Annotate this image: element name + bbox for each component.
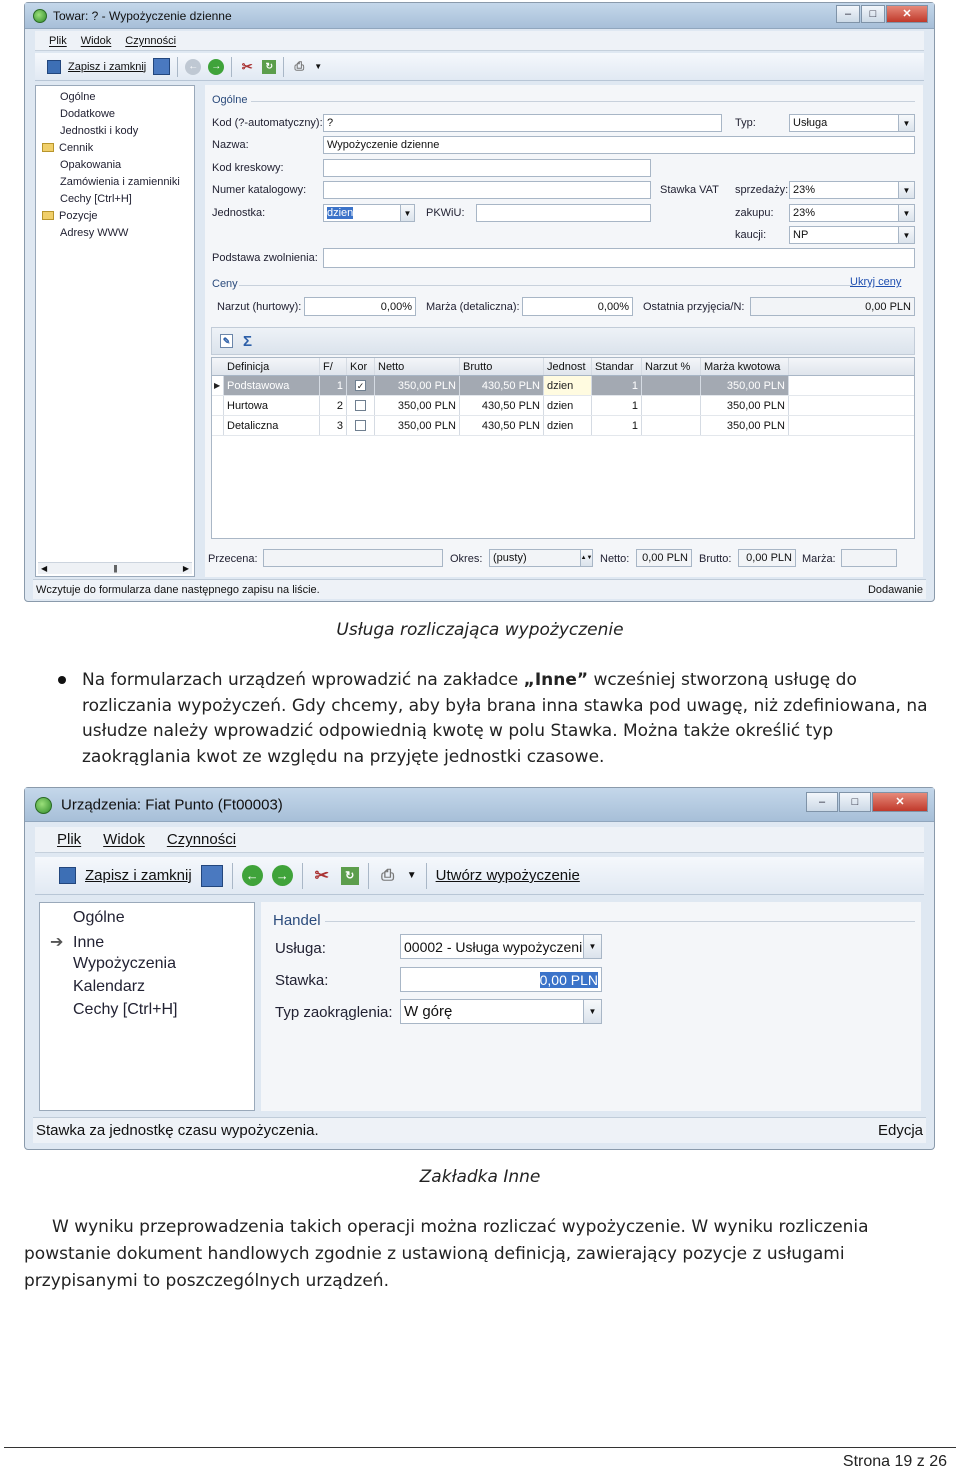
nav-item-kalendarz[interactable]: Kalendarz xyxy=(73,978,146,995)
jednostka-select[interactable]: dzien ▼ xyxy=(323,204,415,222)
caption-2: Zakładka Inne xyxy=(419,1167,541,1187)
stawka-vat-label: Stawka VAT xyxy=(660,184,719,196)
closing-paragraph: W wyniku przeprowadzenia takich operacji można rozliczać wypożyczenie. W wyniku rozliczenia powstanie dokument handlowych zgodnie z ustawioną definicją, zawierający pozycje z usługami przypisanymi to poszczególnych urządzeń. xyxy=(24,1217,869,1291)
bullet-icon xyxy=(58,676,66,684)
marza-label: Marża: xyxy=(802,553,836,565)
grid-header xyxy=(212,358,914,376)
ostatnia-input: 0,00 PLN xyxy=(750,297,915,316)
menu-widok[interactable]: Widok xyxy=(103,831,145,848)
menu-czynnosci[interactable]: Czynności xyxy=(125,34,177,47)
okres-input[interactable]: (pusty) ▲▼ xyxy=(489,549,593,567)
price-grid xyxy=(211,357,915,539)
kod-kreskowy-input[interactable] xyxy=(323,159,651,177)
save-disk-icon[interactable] xyxy=(201,865,223,887)
nav-item-inne[interactable]: ➔ Inne xyxy=(50,934,105,951)
usluga-select[interactable]: 00002 - Usługa wypożyczeni ▼ xyxy=(400,934,602,959)
minimize-icon[interactable]: – xyxy=(836,5,860,23)
kor-checkbox[interactable] xyxy=(347,416,375,435)
chevron-down-icon[interactable]: ▼ xyxy=(406,870,417,881)
grid-col-standard[interactable]: Standar xyxy=(592,358,642,375)
status-text: Wczytuje do formularza dane następnego zapisu na liście. xyxy=(36,583,320,596)
status-mode: Dodawanie xyxy=(867,583,923,596)
stawka-label: Stawka: xyxy=(275,972,329,989)
grid-col-jednostka[interactable]: Jednost xyxy=(544,358,592,375)
jednostka-label: Jednostka: xyxy=(212,207,266,219)
narzut-input[interactable]: 0,00% xyxy=(304,297,416,316)
product-window xyxy=(24,2,935,602)
zakupu-label: zakupu: xyxy=(735,207,774,219)
kod-label: Kod (?-automatyczny): xyxy=(212,117,323,129)
nav-item-cechy[interactable]: Cechy [Ctrl+H] xyxy=(60,193,132,205)
device-window xyxy=(24,787,935,1150)
ceny-divider xyxy=(239,285,853,286)
numer-katalogowy-label: Numer katalogowy: xyxy=(212,184,307,196)
save-icon[interactable] xyxy=(59,867,76,884)
stawka-input[interactable]: 0,00 PLN xyxy=(400,967,602,992)
menu-bar xyxy=(35,827,924,853)
kor-checkbox[interactable] xyxy=(347,396,375,415)
nav-item-opakowania[interactable]: Opakowania xyxy=(60,159,122,171)
save-close-button[interactable]: Zapisz i zamknij xyxy=(85,867,192,884)
print-icon[interactable]: ⎙ xyxy=(294,59,305,73)
brutto-label: Brutto: xyxy=(699,553,732,565)
grid-col-narzut[interactable]: Narzut % xyxy=(642,358,701,375)
tools-icon[interactable]: ✂ xyxy=(314,865,329,885)
sum-icon[interactable]: Σ xyxy=(243,332,253,350)
table-row[interactable]: Hurtowa 2 350,00 PLN 430,50 PLN dzien 1 350,00 PLN xyxy=(212,396,914,416)
window-title: Towar: ? - Wypożyczenie dzienne xyxy=(53,8,232,23)
save-icon[interactable] xyxy=(47,60,61,74)
section-divider xyxy=(251,101,915,102)
nav-item-adresy[interactable]: Adresy WWW xyxy=(60,227,129,239)
nav-item-dodatkowe[interactable]: Dodatkowe xyxy=(60,108,116,120)
chevron-down-icon[interactable]: ▼ xyxy=(898,115,914,131)
title-bar xyxy=(25,3,934,29)
chevron-down-icon[interactable]: ▼ xyxy=(898,182,914,198)
spinner-icon[interactable]: ▲▼ xyxy=(580,550,592,566)
caption-1: Usługa rozliczająca wypożyczenie xyxy=(336,620,624,640)
zakupu-select[interactable]: 23% ▼ xyxy=(789,204,915,222)
row-pointer-icon: ▶ xyxy=(212,376,224,395)
nav-item-ogolne[interactable]: Ogólne xyxy=(73,909,125,926)
narzut-label: Narzut (hurtowy): xyxy=(217,301,302,313)
kod-kreskowy-label: Kod kreskowy: xyxy=(212,162,284,174)
scroll-grip-icon[interactable]: ||| xyxy=(113,564,117,573)
nav-item-zamowienia[interactable]: Zamówienia i zamienniki xyxy=(60,176,180,188)
folder-icon xyxy=(42,143,54,152)
sprzedazy-label: sprzedaży: xyxy=(735,184,789,196)
pkwiu-input[interactable] xyxy=(476,204,651,222)
create-rental-button[interactable]: Utwórz wypożyczenie xyxy=(435,867,580,884)
menu-bar xyxy=(35,31,924,51)
marza-input xyxy=(841,549,897,567)
marza-det-label: Marża (detaliczna): xyxy=(426,301,520,313)
kor-checkbox[interactable]: ✓ xyxy=(347,376,375,395)
app-icon xyxy=(33,9,47,23)
netto-value: 0,00 PLN xyxy=(636,549,692,567)
netto-label: Netto: xyxy=(600,553,630,565)
podstawa-label: Podstawa zwolnienia: xyxy=(212,252,318,264)
toolbar xyxy=(35,857,924,895)
app-icon xyxy=(35,797,52,814)
section-general: Ogólne xyxy=(212,94,248,106)
footer-rule xyxy=(4,1447,956,1448)
chevron-down-icon[interactable]: ▼ xyxy=(583,1000,601,1023)
nav-item-wypozyczenia[interactable]: Wypożyczenia xyxy=(73,955,177,972)
nazwa-label: Nazwa: xyxy=(212,139,249,151)
back-arrow-icon[interactable]: ← xyxy=(242,865,263,886)
typ-zaokraglenia-label: Typ zaokrąglenia: xyxy=(275,1004,393,1021)
grid-col-kor[interactable]: Kor xyxy=(347,358,375,375)
table-row[interactable]: Detaliczna 3 350,00 PLN 430,50 PLN dzien 1 350,00 PLN xyxy=(212,416,914,436)
scroll-left-icon[interactable]: ◀ xyxy=(41,564,48,573)
ukryj-ceny-link[interactable]: Ukryj ceny xyxy=(850,276,902,288)
status-mode: Edycja xyxy=(877,1122,923,1139)
window-title: Urządzenia: Fiat Punto (Ft00003) xyxy=(61,796,283,813)
podstawa-input[interactable] xyxy=(323,248,915,268)
kaucji-select[interactable]: NP ▼ xyxy=(789,226,915,244)
grid-col-marza[interactable]: Marża kwotowa xyxy=(701,358,789,375)
scroll-right-icon[interactable]: ▶ xyxy=(182,564,189,573)
kaucji-label: kaucji: xyxy=(735,229,767,241)
forward-arrow-icon[interactable]: → xyxy=(272,865,293,886)
typ-label: Typ: xyxy=(735,117,756,129)
refresh-icon[interactable]: ↻ xyxy=(341,867,359,885)
kod-input[interactable]: ? xyxy=(323,114,722,132)
przecena-label: Przecena: xyxy=(208,553,258,565)
menu-plik[interactable]: Plik xyxy=(57,831,82,848)
maximize-icon[interactable]: □ xyxy=(861,5,885,23)
page-number: Strona 19 z 26 xyxy=(842,1453,947,1470)
minimize-icon[interactable]: – xyxy=(806,792,838,812)
close-icon[interactable]: ✕ xyxy=(886,5,928,23)
tools-icon[interactable]: ✂ xyxy=(241,58,253,74)
grid-col-definicja[interactable]: Definicja xyxy=(224,358,320,375)
folder-icon xyxy=(42,211,54,220)
save-close-button[interactable]: Zapisz i zamknij xyxy=(68,60,147,73)
title-bar xyxy=(25,788,934,822)
usluga-label: Usługa: xyxy=(275,940,326,957)
form-panel xyxy=(261,902,921,1111)
arrow-right-icon: ➔ xyxy=(50,934,64,951)
status-bar xyxy=(33,579,926,599)
forward-arrow-icon[interactable]: → xyxy=(208,59,224,75)
status-text: Stawka za jednostkę czasu wypożyczenia. xyxy=(36,1122,319,1139)
nav-scrollbar[interactable] xyxy=(38,562,192,574)
menu-widok[interactable]: Widok xyxy=(80,34,112,47)
nav-item-cennik[interactable]: Cennik xyxy=(42,142,93,154)
numer-katalogowy-input[interactable] xyxy=(323,181,651,199)
section-divider xyxy=(325,921,915,922)
grid-col-f[interactable]: F/ xyxy=(320,358,347,375)
chevron-down-icon[interactable]: ▼ xyxy=(400,205,414,221)
ostatnia-label: Ostatnia przyjęcia/N: xyxy=(643,301,745,313)
status-bar xyxy=(33,1117,926,1143)
marza-det-input[interactable]: 0,00% xyxy=(522,297,633,316)
refresh-icon[interactable]: ↻ xyxy=(262,60,276,74)
typ-zaokraglenia-select[interactable]: W górę ▼ xyxy=(400,999,602,1024)
grid-col-brutto[interactable]: Brutto xyxy=(460,358,544,375)
print-icon[interactable]: ⎙ xyxy=(381,866,395,884)
nazwa-input[interactable]: Wypożyczenie dzienne xyxy=(323,136,915,154)
chevron-down-icon[interactable]: ▼ xyxy=(898,227,914,243)
nav-item-pozycje[interactable]: Pozycje xyxy=(42,210,98,222)
typ-select[interactable]: Usługa ▼ xyxy=(789,114,915,132)
nav-item-cechy[interactable]: Cechy [Ctrl+H] xyxy=(73,1001,178,1018)
form-panel xyxy=(205,85,923,577)
nav-item-ogolne[interactable]: Ogólne xyxy=(60,91,96,103)
close-icon[interactable]: ✕ xyxy=(872,792,928,812)
back-arrow-icon[interactable]: ← xyxy=(185,59,201,75)
edit-icon[interactable]: ✎ xyxy=(220,334,233,348)
table-row[interactable]: ▶ Podstawowa 1 ✓ 350,00 PLN 430,50 PLN dzien 1 350,00 PLN xyxy=(212,376,914,396)
maximize-icon[interactable]: □ xyxy=(839,792,871,812)
section-handel: Handel xyxy=(273,912,321,929)
menu-plik[interactable]: Plik xyxy=(49,34,67,47)
sprzedazy-select[interactable]: 23% ▼ xyxy=(789,181,915,199)
przecena-input xyxy=(263,549,443,567)
nav-panel xyxy=(35,85,195,577)
menu-czynnosci[interactable]: Czynności xyxy=(166,831,237,848)
grid-col-netto[interactable]: Netto xyxy=(375,358,460,375)
bullet-paragraph: Na formularzach urządzeń wprowadzić na zakładce „Inne” wcześniej stworzoną usługę do rozliczania wypożyczeń. Gdy chcemy, aby była brana inna stawka pod uwagę, niż zdefiniowana, na usłudze należy wprowadzić odpowiednią kwotę w polu Stawka. Można także określić typ zaokrąglania kwot ze względu na przyjęte jednostki czasowe. xyxy=(82,670,928,767)
okres-label: Okres: xyxy=(450,553,483,565)
pkwiu-label: PKWiU: xyxy=(426,207,465,219)
chevron-down-icon[interactable]: ▼ xyxy=(314,62,323,71)
brutto-value: 0,00 PLN xyxy=(738,549,796,567)
save-disk-icon[interactable] xyxy=(153,58,170,75)
ceny-label: Ceny xyxy=(212,278,238,290)
toolbar xyxy=(35,53,924,81)
chevron-down-icon[interactable]: ▼ xyxy=(583,935,601,958)
nav-item-jednostki[interactable]: Jednostki i kody xyxy=(60,125,139,137)
nav-panel xyxy=(39,902,255,1111)
grid-toolbar xyxy=(211,327,915,355)
chevron-down-icon[interactable]: ▼ xyxy=(898,205,914,221)
